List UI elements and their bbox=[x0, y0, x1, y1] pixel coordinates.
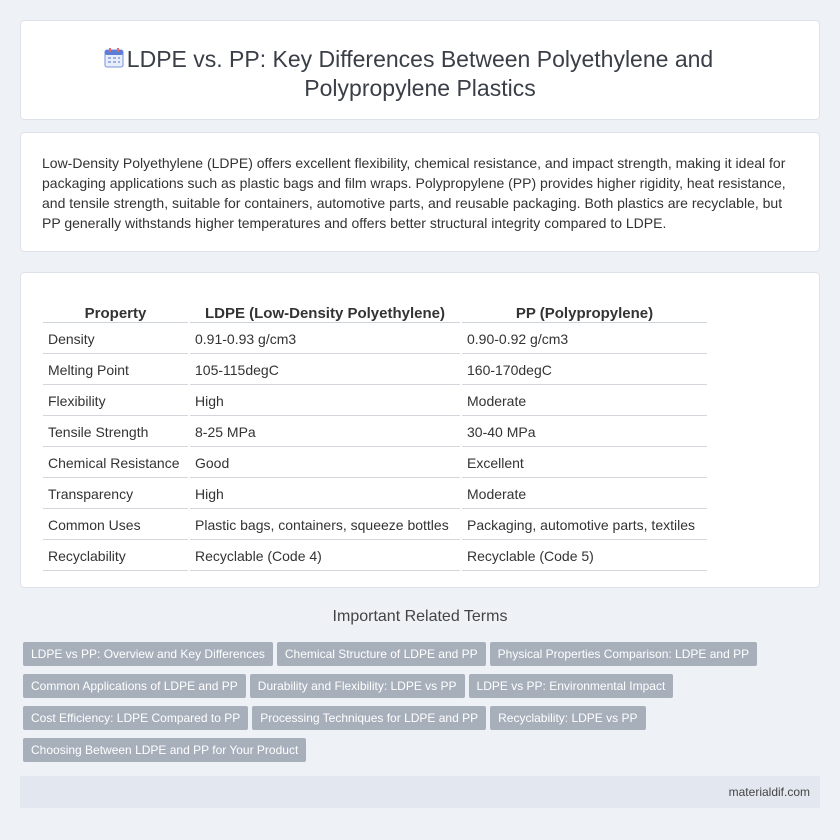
table-cell: Common Uses bbox=[43, 511, 188, 540]
table-cell: 0.91-0.93 g/cm3 bbox=[190, 325, 460, 354]
comparison-table bbox=[41, 295, 709, 573]
related-term-tag[interactable]: LDPE vs PP: Environmental Impact bbox=[469, 674, 674, 698]
table-cell: Moderate bbox=[462, 387, 707, 416]
related-term-tag[interactable]: Physical Properties Comparison: LDPE and PP bbox=[490, 642, 757, 666]
table-row bbox=[43, 511, 707, 540]
footer-site-link[interactable]: materialdif.com bbox=[728, 785, 810, 799]
table-card bbox=[20, 272, 820, 588]
table-cell: Recyclable (Code 4) bbox=[190, 542, 460, 571]
table-cell: High bbox=[190, 387, 460, 416]
related-term-tag[interactable]: Processing Techniques for LDPE and PP bbox=[252, 706, 486, 730]
table-cell: Excellent bbox=[462, 449, 707, 478]
table-cell: Plastic bags, containers, squeeze bottles bbox=[190, 511, 460, 540]
summary-card bbox=[20, 132, 820, 252]
table-cell: 0.90-0.92 g/cm3 bbox=[462, 325, 707, 354]
related-term-tag[interactable]: Chemical Structure of LDPE and PP bbox=[277, 642, 486, 666]
table-cell: Moderate bbox=[462, 480, 707, 509]
related-term-tag[interactable]: Recyclability: LDPE vs PP bbox=[490, 706, 645, 730]
table-cell: Tensile Strength bbox=[43, 418, 188, 447]
table-cell: Flexibility bbox=[43, 387, 188, 416]
table-cell: Recyclable (Code 5) bbox=[462, 542, 707, 571]
title-wrap bbox=[21, 45, 819, 103]
related-term-tag[interactable]: Common Applications of LDPE and PP bbox=[23, 674, 246, 698]
table-row bbox=[43, 418, 707, 447]
summary-text: Low-Density Polyethylene (LDPE) offers excellent flexibility, chemical resistance, and impact strength, making it ideal for packaging applications such as plastic bags and film wraps. Polypropylene (PP) provides higher rigidity, heat resistance, and tensile strength, suitable for containers, automotive parts, and reusable packaging. Both plastics are recyclable, but PP generally withstands higher temperatures and offers better structural integrity compared to LDPE. bbox=[42, 155, 786, 231]
header-card bbox=[20, 20, 820, 120]
related-terms-list bbox=[23, 642, 783, 770]
related-term-tag[interactable]: Cost Efficiency: LDPE Compared to PP bbox=[23, 706, 248, 730]
column-header-ldpe: LDPE (Low-Density Polyethylene) bbox=[190, 297, 460, 323]
table-cell: Chemical Resistance bbox=[43, 449, 188, 478]
calendar-icon bbox=[103, 47, 125, 69]
related-terms-heading: Important Related Terms bbox=[332, 608, 508, 625]
table-row bbox=[43, 387, 707, 416]
table-row bbox=[43, 542, 707, 571]
related-term-tag[interactable]: Durability and Flexibility: LDPE vs PP bbox=[250, 674, 465, 698]
table-cell: Packaging, automotive parts, textiles bbox=[462, 511, 707, 540]
table-cell: Density bbox=[43, 325, 188, 354]
table-cell: 105-115degC bbox=[190, 356, 460, 385]
footer bbox=[20, 776, 820, 808]
table-cell: 30-40 MPa bbox=[462, 418, 707, 447]
column-header-property: Property bbox=[43, 297, 188, 323]
table-row bbox=[43, 480, 707, 509]
table-cell: Recyclability bbox=[43, 542, 188, 571]
table-cell: Transparency bbox=[43, 480, 188, 509]
table-row bbox=[43, 325, 707, 354]
related-term-tag[interactable]: Choosing Between LDPE and PP for Your Product bbox=[23, 738, 306, 762]
related-term-tag[interactable]: LDPE vs PP: Overview and Key Differences bbox=[23, 642, 273, 666]
column-header-pp: PP (Polypropylene) bbox=[462, 297, 707, 323]
table-cell: Good bbox=[190, 449, 460, 478]
page-title: LDPE vs. PP: Key Differences Between Polyethylene and Polypropylene Plastics bbox=[126, 46, 714, 101]
table-cell: Melting Point bbox=[43, 356, 188, 385]
table-cell: 8-25 MPa bbox=[190, 418, 460, 447]
table-cell: High bbox=[190, 480, 460, 509]
table-cell: 160-170degC bbox=[462, 356, 707, 385]
table-row bbox=[43, 449, 707, 478]
table-header-row bbox=[43, 297, 707, 323]
table-row bbox=[43, 356, 707, 385]
